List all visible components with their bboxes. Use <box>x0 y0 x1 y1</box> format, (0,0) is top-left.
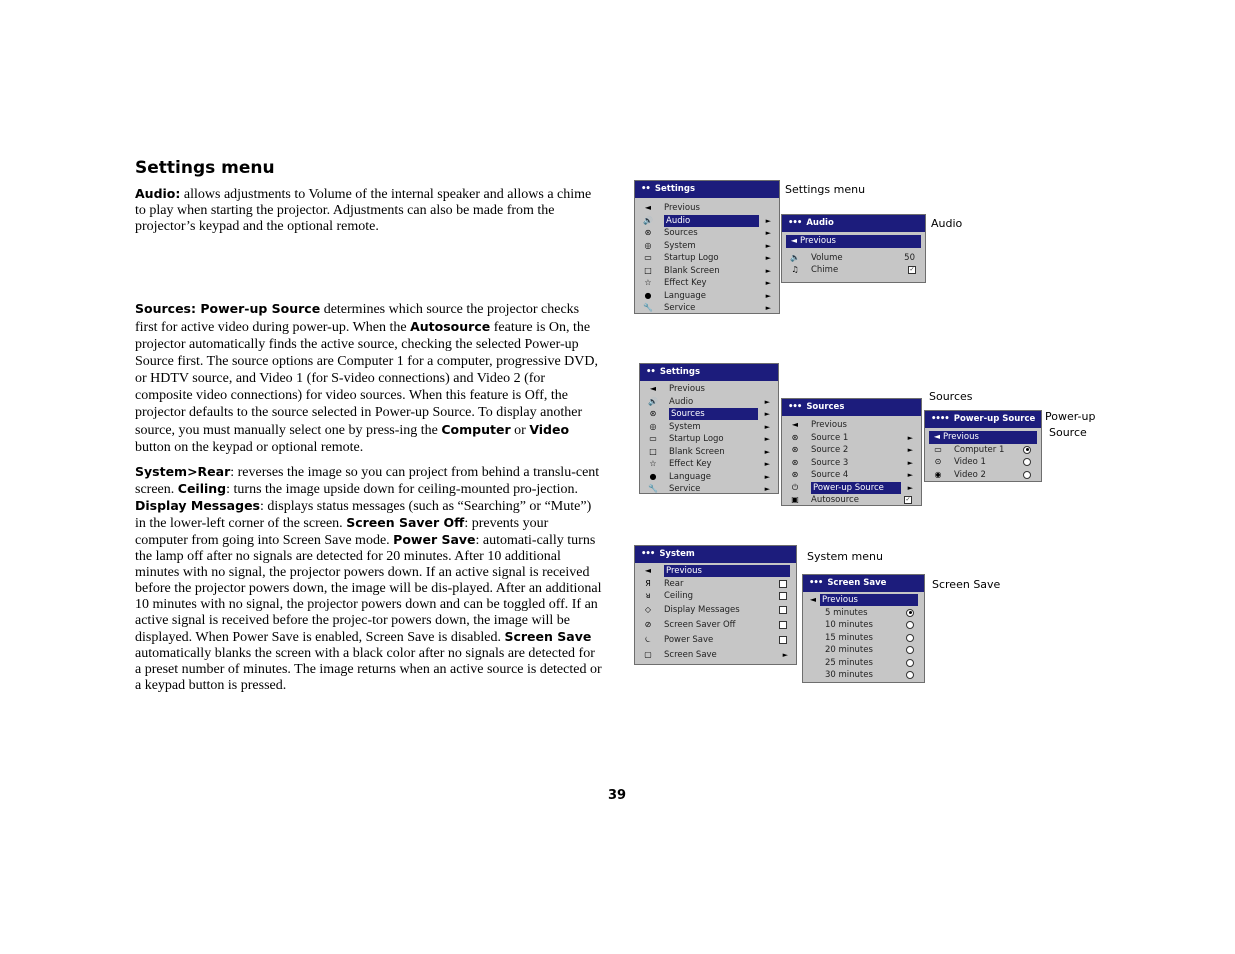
caption-audio: Audio <box>931 217 963 230</box>
screen-save-term: Screen Save <box>504 629 592 644</box>
power-save-term: Power Save <box>393 532 476 547</box>
sources-term: Sources: Power-up Source <box>135 301 321 316</box>
computer-icon: ▭ <box>934 444 942 454</box>
screen-save-menu-title: ••• Screen Save <box>803 575 924 592</box>
system-text: : prevents your computer from going into Screen Save mode. <box>135 516 549 548</box>
globe-icon: ● <box>649 471 657 481</box>
menu-item-previous[interactable] <box>782 419 921 432</box>
star-icon: ☆ <box>644 278 652 288</box>
menu-item-label: Volume <box>811 252 843 263</box>
menu-item-label: Power Save <box>664 635 714 645</box>
system-icon: ◎ <box>649 421 657 431</box>
right-arrow-icon: ► <box>764 410 770 419</box>
menu-item-screen-save[interactable] <box>635 648 796 663</box>
powerup-source-menu-panel <box>924 410 1042 482</box>
system-menu-title: ••• System <box>635 546 796 563</box>
menu-title-text: Settings <box>659 367 700 377</box>
left-arrow-icon: ◄ <box>644 203 652 213</box>
menu-item-label: Sources <box>669 408 758 420</box>
menu-item-label: Previous <box>820 594 918 606</box>
menu-item-label: Chime <box>811 265 839 276</box>
menu-item-label: Startup Logo <box>664 253 719 264</box>
menu-item-source-3[interactable] <box>782 457 921 470</box>
caption-powerup-source-2: Source <box>1049 426 1087 439</box>
menu-item-20-minutes[interactable] <box>803 644 924 657</box>
caption-settings-menu: Settings menu <box>785 183 866 196</box>
source-input-icon: ⊛ <box>791 470 799 480</box>
menu-item-video-1[interactable] <box>925 456 1041 469</box>
volume-value: 50 <box>904 252 915 263</box>
menu-item-blank-screen[interactable] <box>635 265 779 278</box>
blank-screen-icon: □ <box>644 265 652 275</box>
volume-icon: 🔈 <box>790 252 800 262</box>
settings-menu-title: •• Settings <box>635 181 779 198</box>
menu-item-label: Previous <box>664 203 700 214</box>
menu-item-label: Blank Screen <box>669 446 725 457</box>
caption-system-menu: System menu <box>807 550 883 563</box>
radio-button[interactable] <box>1023 471 1031 479</box>
menu-item-label: 20 minutes <box>825 645 873 656</box>
menu-item-15-minutes[interactable] <box>803 632 924 645</box>
menu-item-previous[interactable] <box>635 565 796 578</box>
menu-item-source-1[interactable] <box>782 432 921 445</box>
menu-item-label: Source 4 <box>811 470 849 481</box>
chime-checkbox[interactable]: ✓ <box>909 266 915 274</box>
menu-item-label: System <box>669 421 701 432</box>
menu-item-25-minutes[interactable] <box>803 657 924 670</box>
sources-paragraph <box>135 300 603 456</box>
autosource-checkbox[interactable]: ✓ <box>905 496 911 504</box>
page-number: 39 <box>608 788 627 803</box>
screen-save-icon: ▢ <box>644 650 652 659</box>
menu-item-label: 5 minutes <box>825 607 868 618</box>
menu-item-label: Previous <box>943 432 979 443</box>
menu-item-previous[interactable] <box>635 202 779 215</box>
right-arrow-icon: ► <box>764 447 770 456</box>
menu-item-rear[interactable] <box>635 578 796 591</box>
menu-item-label: Audio <box>664 215 759 227</box>
menu-item-label: 30 minutes <box>825 670 873 681</box>
menu-item-previous[interactable] <box>803 594 924 607</box>
system-paragraph <box>135 464 603 694</box>
globe-icon: ● <box>644 290 652 300</box>
menu-item-source-2[interactable] <box>782 444 921 457</box>
menu-item-label: Display Messages <box>664 605 740 615</box>
radio-button[interactable] <box>906 659 914 667</box>
right-arrow-icon: ► <box>765 216 771 225</box>
menu-item-effect-key[interactable] <box>640 458 778 471</box>
menu-item-system[interactable] <box>640 421 778 434</box>
left-arrow-icon: ◄ <box>791 420 799 430</box>
video-term: Video <box>529 422 570 437</box>
sources-text: determines which source the projector checks first for active video during power-up. When the <box>135 302 580 335</box>
menu-item-previous[interactable] <box>640 383 778 396</box>
menu-item-label: Computer 1 <box>954 444 1005 455</box>
left-arrow-icon: ◄ <box>644 566 652 576</box>
menu-item-source-4[interactable] <box>782 469 921 482</box>
system-menu-panel <box>634 545 797 665</box>
menu-item-audio[interactable] <box>635 215 779 228</box>
source-input-icon: ⊛ <box>644 228 652 238</box>
left-arrow-icon: ◄ <box>933 432 941 442</box>
caption-sources: Sources <box>929 390 973 403</box>
right-arrow-icon: ► <box>765 266 771 275</box>
system-icon: ◎ <box>644 240 652 250</box>
menu-item-chime[interactable] <box>782 264 925 277</box>
menu-item-label: Language <box>664 290 706 301</box>
system-text: : displays status messages (such as “Searching” or “Mute”) in the lower-left corner of the screen. <box>135 499 592 531</box>
sources-text: or <box>510 423 530 438</box>
system-text: : automati-cally turns the lamp off after no signals are detected for 20 minutes. After 10 additional minutes with no signal, the projector powers down. If an active signal is received before the projector powers down, the image will be dis-played. After an additional 10 minutes with no signal, the projector powers down and can be toggled off. If an active signal is received before the projec-tor powers down, the image will be displayed. When Power Save is enabled, Screen Save is disabled. <box>135 533 602 645</box>
audio-menu-title: ••• Audio <box>782 215 925 232</box>
audio-paragraph <box>135 186 603 235</box>
menu-item-service[interactable] <box>635 302 779 315</box>
menu-item-10-minutes[interactable] <box>803 619 924 632</box>
menu-item-30-minutes[interactable] <box>803 669 924 682</box>
menu-item-volume[interactable] <box>782 252 925 265</box>
power-save-icon: ⏾ <box>644 635 652 644</box>
right-arrow-icon: ► <box>765 254 771 263</box>
source-input-icon: ⊛ <box>791 432 799 442</box>
system-rear-term: System>Rear <box>135 464 231 479</box>
menu-title-text: System <box>659 549 695 559</box>
display-messages-term: Display Messages <box>135 498 260 513</box>
menu-item-label: Previous <box>811 420 847 431</box>
system-text: : turns the image upside down for ceiling-mounted pro-jection. <box>226 482 578 497</box>
menu-item-5-minutes[interactable] <box>803 607 924 620</box>
menu-item-display-messages[interactable] <box>635 603 796 618</box>
left-arrow-icon: ◄ <box>790 236 798 246</box>
svideo-icon: ⊙ <box>934 457 942 467</box>
menu-item-label: Previous <box>664 565 790 577</box>
menu-item-label: Ceiling <box>664 591 694 602</box>
menu-item-label: Screen Save <box>664 650 717 660</box>
menu-item-label: Effect Key <box>664 278 707 289</box>
menu-item-label: Service <box>664 303 696 314</box>
radio-button[interactable] <box>906 609 914 617</box>
menu-item-label: Previous <box>800 236 836 247</box>
right-arrow-icon: ► <box>764 472 770 481</box>
menu-title-text: Settings <box>654 184 695 194</box>
audio-menu-panel <box>781 214 926 283</box>
right-arrow-icon: ► <box>765 291 771 300</box>
menu-item-label: Autosource <box>811 495 859 506</box>
chime-icon: ♫ <box>791 265 799 275</box>
blank-screen-icon: □ <box>649 446 657 456</box>
menu-item-label: Rear <box>664 578 684 589</box>
caption-powerup-source-1: Power-up <box>1045 410 1096 423</box>
rear-checkbox[interactable] <box>779 580 787 588</box>
menu-title-text: Sources <box>806 402 845 412</box>
right-arrow-icon: ► <box>764 460 770 469</box>
right-arrow-icon: ► <box>907 471 913 480</box>
composite-video-icon: ◉ <box>934 469 942 479</box>
source-input-icon: ⊛ <box>791 457 799 467</box>
radio-button[interactable] <box>906 634 914 642</box>
menu-item-label: System <box>664 240 696 251</box>
menu-item-label: Source 1 <box>811 432 849 443</box>
wrench-icon: 🔧 <box>643 303 653 313</box>
rear-projection-icon: Я <box>645 578 651 588</box>
menu-item-label: Power-up Source <box>811 482 901 494</box>
menu-item-blank-screen[interactable] <box>640 446 778 459</box>
autosource-icon: ▣ <box>791 495 799 505</box>
sources-menu-title: ••• Sources <box>782 399 921 416</box>
menu-item-computer-1[interactable] <box>925 444 1041 457</box>
menu-item-audio[interactable] <box>640 396 778 409</box>
menu-item-label: Source 3 <box>811 457 849 468</box>
display-messages-checkbox[interactable] <box>779 606 787 614</box>
right-arrow-icon: ► <box>764 397 770 406</box>
sources-text: feature is On, the projector automatically finds the active source, checking the selected Power-up Source first. The source options are Computer 1 for a computer, progressive DVD, or HDTV source, and Video 1 (for S-video connections) and Video 2 (for composite video connections) for video sources. When this feature is Off, the projector defaults to the source selected in Power-up Source. To display another source, you must manually select one by press-ing the <box>135 320 599 438</box>
right-arrow-icon: ► <box>764 435 770 444</box>
menu-item-label: Blank Screen <box>664 265 720 276</box>
menu-item-startup-logo[interactable] <box>635 252 779 265</box>
menu-item-label: Previous <box>669 384 705 395</box>
settings-menu-title: •• Settings <box>640 364 778 381</box>
system-text: automatically blanks the screen with a black color after no signals are detected for a preset number of minutes. The image returns when an active source is detected or a keypad button is pressed. <box>135 646 602 693</box>
menu-title-text: Screen Save <box>827 578 887 588</box>
menu-item-screen-saver-off[interactable] <box>635 618 796 633</box>
logo-icon: ▭ <box>649 434 657 444</box>
menu-item-previous[interactable] <box>929 431 1037 444</box>
speaker-icon: 🔊 <box>643 215 653 225</box>
menu-item-label: Video 1 <box>954 457 986 468</box>
right-arrow-icon: ► <box>782 651 788 659</box>
menu-item-ceiling[interactable] <box>635 590 796 603</box>
menu-item-label: 15 minutes <box>825 632 873 643</box>
message-icon: ◇ <box>644 605 652 614</box>
menu-item-label: Language <box>669 471 711 482</box>
menu-item-label: Startup Logo <box>669 434 724 445</box>
powerup-icon: ⏻ <box>791 482 799 492</box>
menu-item-label: Audio <box>669 396 694 407</box>
settings-menu-panel <box>639 363 779 494</box>
right-arrow-icon: ► <box>907 458 913 467</box>
menu-item-label: Sources <box>664 228 698 239</box>
logo-icon: ▭ <box>644 253 652 263</box>
menu-item-label: Screen Saver Off <box>664 620 736 630</box>
radio-button[interactable] <box>1023 446 1031 454</box>
menu-item-autosource[interactable] <box>782 494 921 507</box>
menu-item-sources[interactable] <box>635 227 779 240</box>
ceiling-term: Ceiling <box>177 481 227 496</box>
menu-item-startup-logo[interactable] <box>640 433 778 446</box>
left-arrow-icon: ◄ <box>809 595 817 605</box>
menu-item-label: Source 2 <box>811 445 849 456</box>
menu-item-label: Service <box>669 484 701 495</box>
menu-item-power-save[interactable] <box>635 633 796 648</box>
speaker-icon: 🔊 <box>648 396 658 406</box>
right-arrow-icon: ► <box>765 304 771 313</box>
system-text: : reverses the image so you can project from behind a translu-cent screen. <box>135 465 600 497</box>
powerup-source-menu-title: •••• Power-up Source <box>925 411 1041 428</box>
right-arrow-icon: ► <box>907 483 913 492</box>
source-input-icon: ⊛ <box>649 409 657 419</box>
screen-saver-off-checkbox[interactable] <box>779 621 787 629</box>
menu-title-text: Audio <box>806 218 834 228</box>
right-arrow-icon: ► <box>765 279 771 288</box>
audio-text: allows adjustments to Volume of the internal speaker and allows a chime to play when starting the projector. Adjustments can also be made from the projector’s keypad and the optional remote. <box>135 187 592 234</box>
sources-menu-panel <box>781 398 922 506</box>
menu-item-system[interactable] <box>635 240 779 253</box>
menu-item-label: Effect Key <box>669 459 712 470</box>
right-arrow-icon: ► <box>765 241 771 250</box>
menu-item-video-2[interactable] <box>925 469 1041 482</box>
right-arrow-icon: ► <box>764 422 770 431</box>
right-arrow-icon: ► <box>765 229 771 238</box>
audio-term: Audio: <box>135 186 181 201</box>
menu-item-label: 10 minutes <box>825 620 873 631</box>
right-arrow-icon: ► <box>907 433 913 442</box>
ceiling-icon: ᴚ <box>645 591 651 601</box>
page-heading: Settings menu <box>135 158 275 178</box>
ceiling-checkbox[interactable] <box>779 592 787 600</box>
right-arrow-icon: ► <box>907 446 913 455</box>
caption-screen-save: Screen Save <box>932 578 1001 591</box>
star-icon: ☆ <box>649 459 657 469</box>
menu-title-text: Power-up Source <box>953 414 1036 424</box>
screen-saver-off-term: Screen Saver Off <box>346 515 465 530</box>
wrench-icon: 🔧 <box>648 484 658 494</box>
power-save-checkbox[interactable] <box>779 636 787 644</box>
screen-save-menu-panel <box>802 574 925 683</box>
source-input-icon: ⊛ <box>791 445 799 455</box>
left-arrow-icon: ◄ <box>649 384 657 394</box>
autosource-term: Autosource <box>410 319 491 334</box>
menu-item-previous[interactable] <box>786 235 921 248</box>
menu-item-effect-key[interactable] <box>635 277 779 290</box>
computer-term: Computer <box>441 422 511 437</box>
menu-item-language[interactable] <box>635 290 779 303</box>
settings-menu-panel <box>634 180 780 314</box>
menu-item-language[interactable] <box>640 471 778 484</box>
menu-item-service[interactable] <box>640 483 778 496</box>
menu-item-powerup-source[interactable] <box>782 482 921 495</box>
menu-item-label: Video 2 <box>954 469 986 480</box>
sources-text: button on the keypad or optional remote. <box>135 440 364 455</box>
right-arrow-icon: ► <box>764 485 770 494</box>
screen-saver-off-icon: ⊘ <box>644 620 652 629</box>
menu-item-sources[interactable] <box>640 408 778 421</box>
menu-item-label: 25 minutes <box>825 657 873 668</box>
